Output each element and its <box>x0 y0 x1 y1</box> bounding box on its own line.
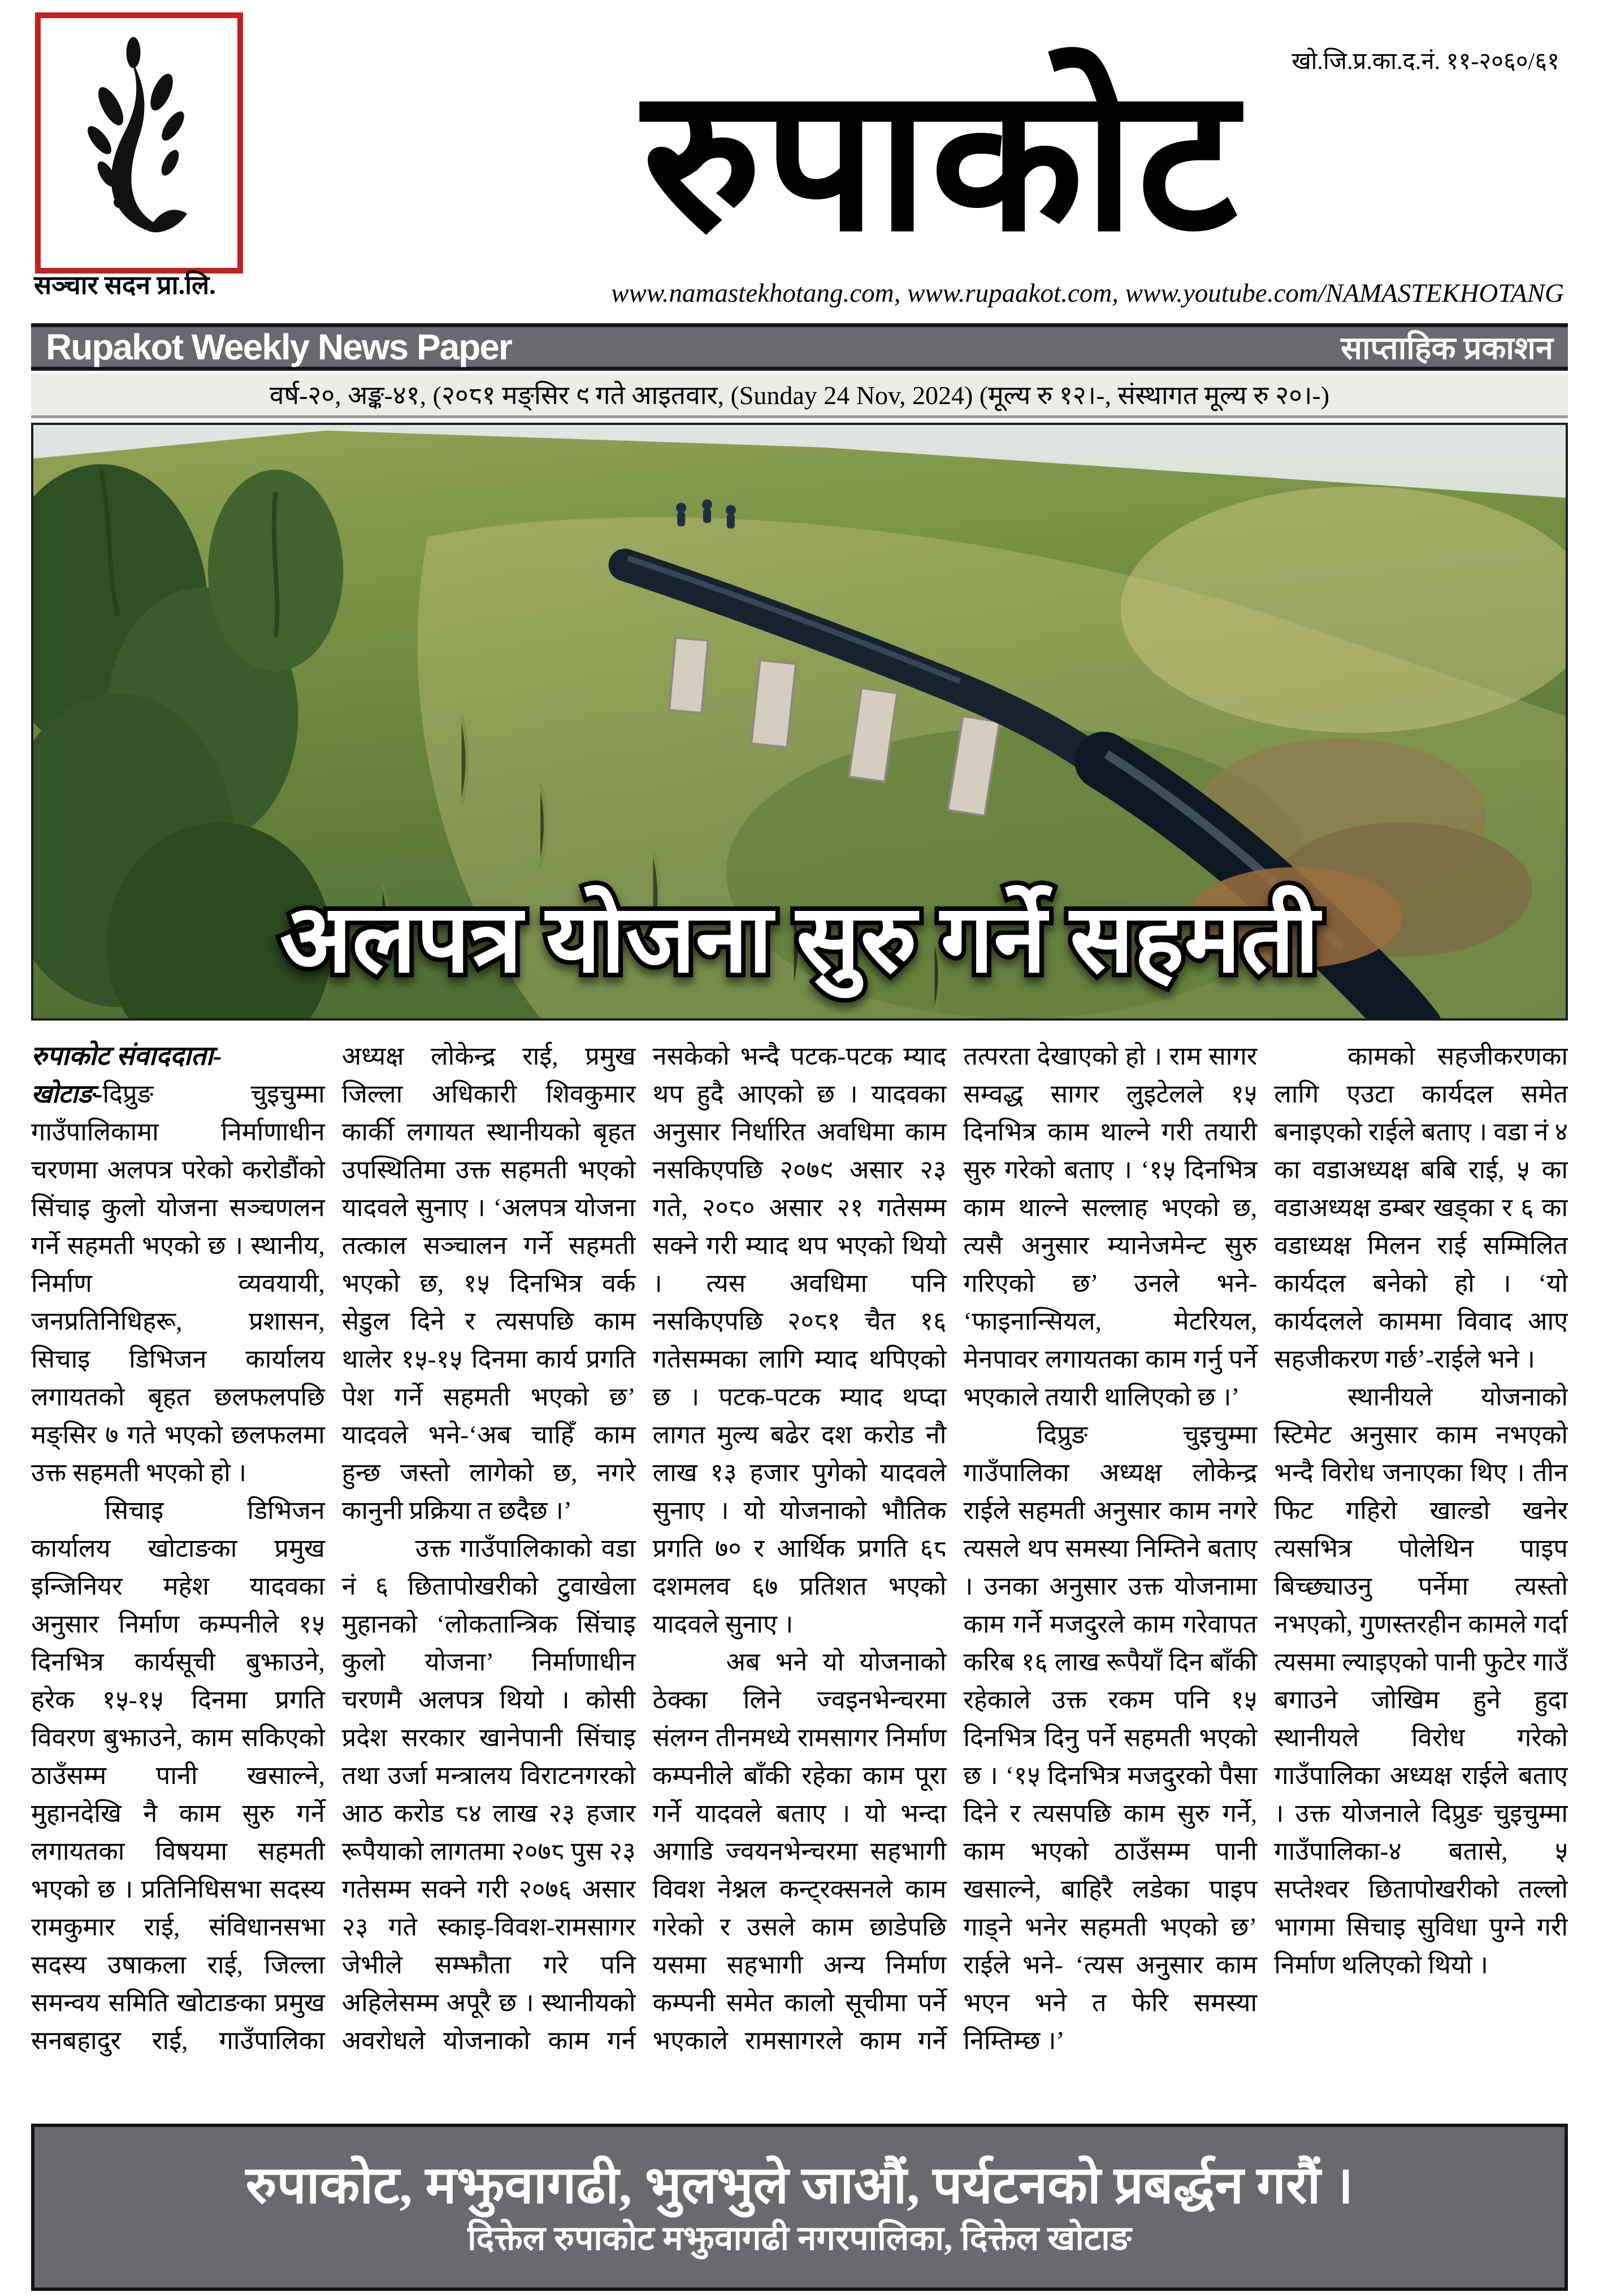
publisher-name: सञ्चार सदन प्रा.लि. <box>34 271 216 300</box>
issue-date-line: वर्ष-२०, अङ्क-४१, (२०८१ मङ्सिर ९ गते आइतवार, (Sunday 24 Nov, 2024) (मूल्य रु १२।-, संस्थागत मूल्य रु २०।-) <box>31 373 1568 418</box>
publisher-logo-box <box>35 12 243 274</box>
registration-number: खो.जि.प्र.का.द.नं. ११-२०६०/६१ <box>1292 49 1559 75</box>
lead-paragraph-text: दिप्रुङ चुइचुम्मा गाउँपालिकामा निर्माणाधीन चरणमा अलपत्र परेको करोडौंको सिंचाइ कुलो योजना सञ्चणलन गर्ने सहमती भएको छ । स्थानीय, निर्माण व्यवयायी, जनप्रतिनिधिहरू, प्रशासन, सिचाइ डिभिजन कार्यालय लगायतको बृहत छलफलपछि मङ्सिर ७ गते भएको छलफलमा उक्त सहमती भएको हो । <box>31 1080 325 1487</box>
lead-paragraph <box>31 1075 325 1492</box>
sprout-logo-icon <box>68 36 210 250</box>
article-paragraph: दिप्रुङ चुइचुम्मा गाउँपालिका अध्यक्ष लोकेन्द्र राईले सहमती अनुसार काम नगरे त्यसले थप समस्या निम्तिने बताए । उनका अनुसार उक्त योजनामा काम गर्ने मजदुरले काम गरेवापत करिब १६ लाख रूपैयाँ दिन बाँकी रहेकाले उक्त रकम पनि १५ दिनभित्र दिनु पर्ने सहमती भएको छ । ‘१५ दिनभित्र मजदुरको पैसा दिने र त्यसपछि काम सुरु गर्ने, काम भएको ठाउँसम्म पानी खसाल्ने, बाहिरै लडेका पाइप गाड्ने भनेर सहमती भएको छ’ राईले भने- ‘त्यस अनुसार काम भएन भने त फेरि समस्या निम्तिम्छ ।’ <box>963 1421 1258 2055</box>
article-paragraph: स्थानीयले योजनाको स्टिमेट अनुसार काम नभएको भन्दै विरोध जनाएका थिए । तीन फिट गहिरो खाल्डो खनेर त्यसभित्र पोलेथिन पाइप बिच्छ्याउनु पर्नेमा त्यस्तो नभएको, गुणस्तरहीन कामले गर्दा त्यसमा ल्याइएको पानी फुटेर गाउँ बगाउने जोखिम हुने हुदा स्थानीयले विरोध गरेको गाउँपालिका अध्यक्ष राईले बताए । उक्त योजनाले दिप्रुङ चुइचुम्मा गाउँपालिका-४ बतासे, ५ सप्तेश्वर छितापोखरीको तल्लो भागमा सिचाइ सुविधा पुग्ने गरी निर्माण थलिएको थियो । <box>1274 1383 1568 1979</box>
promo-banner <box>31 2124 1568 2291</box>
english-paper-name: Rupakot Weekly News Paper <box>46 327 512 367</box>
article-paragraph: सिचाइ डिभिजन कार्यालय खोटाङका प्रमुख इन्जिनियर महेश यादवका अनुसार निर्माण कम्पनीले १५ दिनभित्र कार्यसूची बुझाउने, हरेक १५-१५ दिनमा प्रगति विवरण बुझाउने, काम सकिएको ठाउँसम्म पानी खसाल्ने, मुहानदेखि नै काम सुरु गर्ने लगायतका विषयमा सहमती भएको छ । प्रतिनिधिसभा सदस्य रामकुमार राई, संविधानसभा सदस्य उषाकला राई, जिल्ला समन्वय समिति खोटाङका प्रमुख सनबहादुर राई, गाउँपालिका अध्यक्ष लोकेन्द्र राई, प्रमुख जिल्ला अधिकारी शिवकुमार कार्की लगायत स्थानीयको बृहत उपस्थितिमा उक्त सहमती भएको यादवले सुनाए । ‘अलपत्र योजना तत्काल सञ्चालन गर्ने सहमती भएको छ, १५ दिनभित्र वर्क सेडुल दिने र त्यसपछि काम थालेर १५-१५ दिनमा कार्य प्रगति पेश गर्ने सहमती भएको छ’ यादवले भने-‘अब चाहिँ काम हुन्छ जस्तो लागेको छ, नगरे कानुनी प्रक्रिया त छदैछ ।’ <box>31 1042 636 2055</box>
byline: रुपाकोट संवाददाता- <box>31 1041 222 1071</box>
article-paragraph: कामको सहजीकरणका लागि एउटा कार्यदल समेत बनाइएको राईले बताए । वडा नं ४ का वडाअध्यक्ष बबि राई, ५ का वडाअध्यक्ष डम्बर खड्का र ६ का वडाध्यक्ष मिलन राई सम्मिलित कार्यदल बनेको हो । ‘यो कार्यदलले काममा विवाद आए सहजीकरण गर्छ’-राईले भने । <box>1274 1042 1568 1373</box>
promo-municipality: दिक्तेल रुपाकोट मझुवागढी नगरपालिका, दिक्तेल खोटाङ <box>467 2220 1132 2257</box>
website-urls: www.namastekhotang.com, www.rupaakot.com, www.youtube.com/NAMASTEKHOTANG <box>611 279 1564 308</box>
article-body <box>31 1038 1568 2118</box>
publication-frequency: साप्ताहिक प्रकाशन <box>1341 331 1553 366</box>
dateline-location: खोटाङ- <box>31 1080 103 1108</box>
promo-slogan: रुपाकोट, मझुवागढी, भुलभुले जाऔं, पर्यटनको प्रबर्द्धन गरौं । <box>245 2156 1354 2214</box>
photo-headline-band <box>33 867 1566 1014</box>
title-bar <box>31 323 1568 371</box>
article-paragraph: उक्त गाउँपालिकाको वडा नं ६ छितापोखरीको टुवाखेला मुहानको ‘लोकतान्त्रिक सिंचाइ कुलो योजना’ निर्माणाधीन चरणमै अलपत्र थियो । कोसी प्रदेश सरकार खानेपानी सिंचाइ तथा उर्जा मन्त्रालय विराटनगरको आठ करोड ८४ लाख २३ हजार रूपैयाको लागतमा २०७८ पुस २३ गतेसम्म सक्ने गरी २०७६ असार २३ गते स्काइ-विवश-रामसागर जेभीले सम्झौता गरे पनि अहिलेसम्म अपूरै छ । स्थानीयको अवरोधले योजनाको काम गर्न नसकेको भन्दै पटक-पटक म्याद थप हुदै आएको छ । यादवका अनुसार निर्धारित अवधिमा काम नसकिएपछि २०७९ असार २३ गते, २०८० असार २१ गतेसम्म सक्ने गरी म्याद थप भएको थियो । त्यस अवधिमा पनि नसकिएपछि २०८१ चैत १६ गतेसम्मका लागि म्याद थपिएको छ । पटक-पटक म्याद थप्दा लागत मुल्य बढेर दश करोड नौ लाख १३ हजार पुगेको यादवले सुनाए । यो योजनाको भौतिक प्रगति ७० र आर्थिक प्रगति ६८ दशमलव ६७ प्रतिशत भएको यादवले सुनाए । <box>341 1042 947 2055</box>
article-paragraph: अब भने यो योजनाको ठेक्का लिने ज्वइनभेन्चरमा संलग्न तीनमध्ये रामसागर निर्माण कम्पनीले बाँकी रहेका काम पूरा गर्ने यादवले बताए । यो भन्दा अगाडि ज्वयनभेन्चरमा सहभागी विवश नेश्नल कन्ट्रक्सनले काम गरेको र उसले काम छाडेपछि यसमा सहभागी अन्य निर्माण कम्पनी समेत कालो सूचीमा पर्ने भएकाले रामसागरले काम गर्ने तत्परता देखाएको हो । राम सागर सम्वद्ध सागर लुइटेलले १५ दिनभित्र काम थाल्ने गरी तयारी सुरु गरेको बताए । ‘१५ दिनभित्र काम थाल्ने सल्लाह भएको छ, त्यसै अनुसार म्यानेजमेन्ट सुरु गरिएको छ’ उनले भने- ‘फाइनान्सियल, मेटरियल, मेनपावर लगायतका काम गर्नु पर्ने भएकाले तयारी थालिएको छ ।’ <box>652 1042 1258 2055</box>
paper-title: रुपाकोट <box>642 51 1240 272</box>
lead-photo <box>31 423 1568 1021</box>
main-headline: अलपत्र योजना सुरु गर्ने सहमती <box>280 887 1319 992</box>
